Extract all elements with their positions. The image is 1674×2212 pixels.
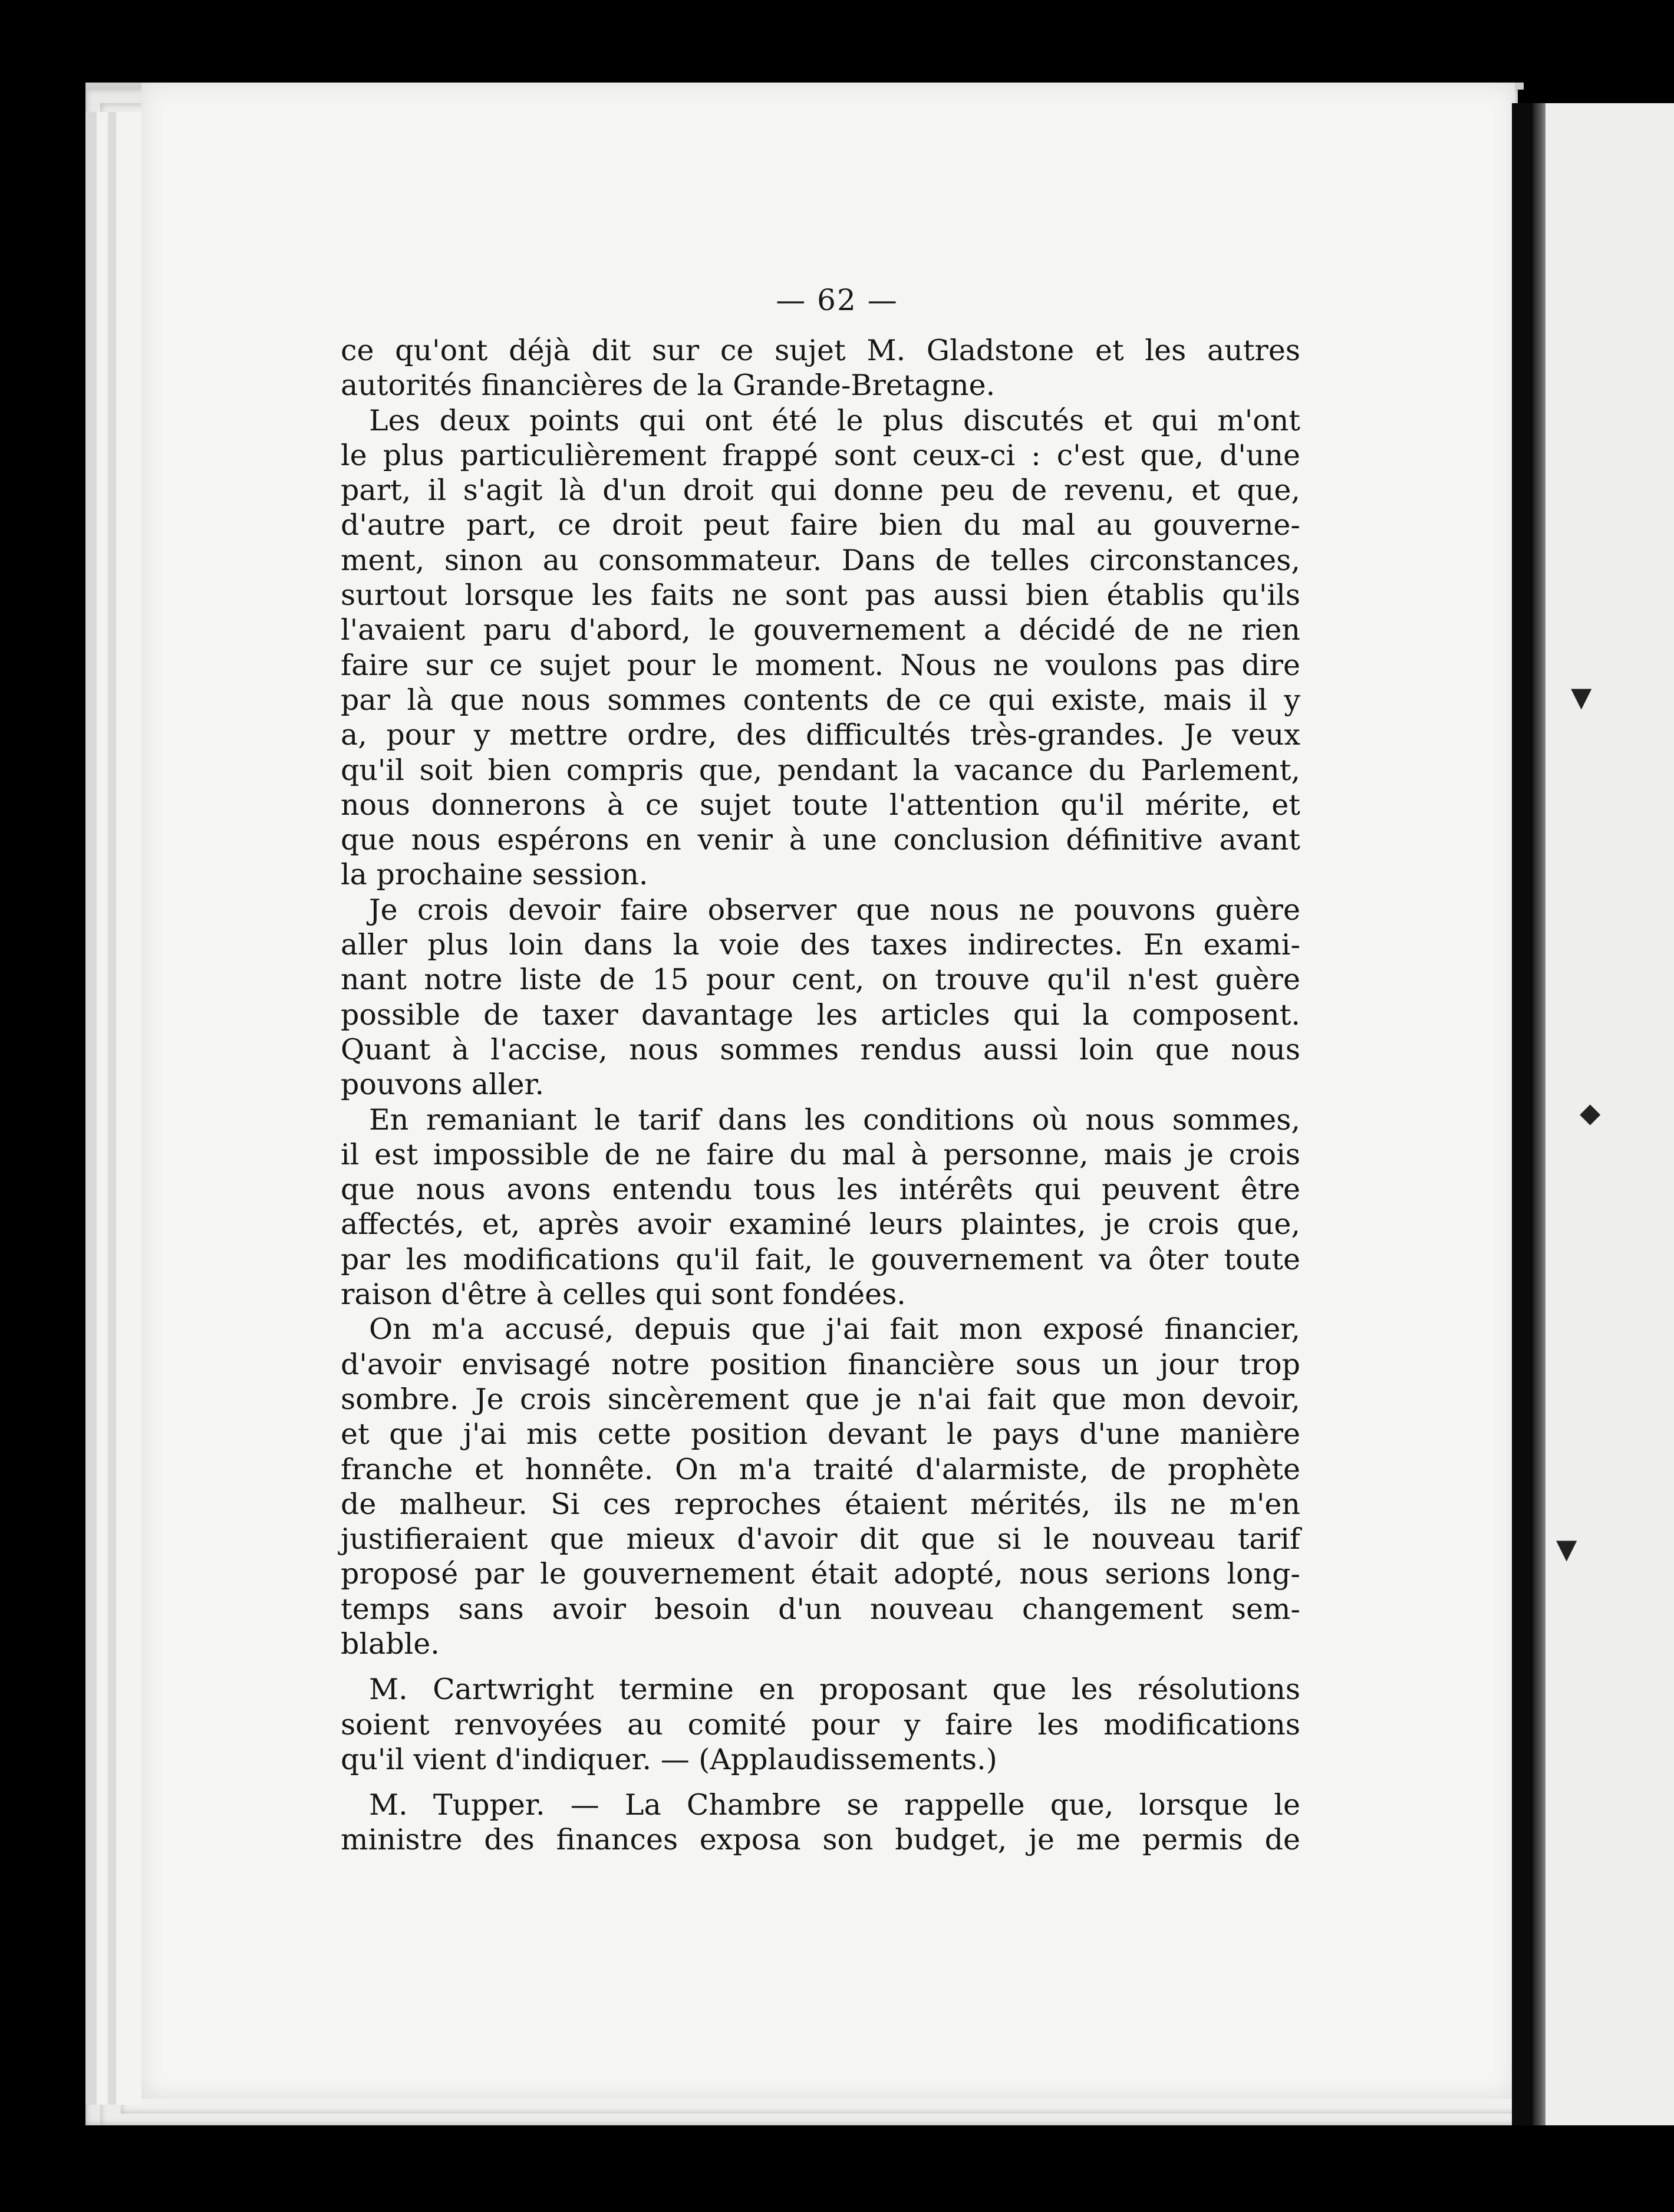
text-line: d'avoir envisagé notre position financière sous un jour trop <box>341 1347 1300 1381</box>
text-line: par les modifications qu'il fait, le gouvernement va ôter toute <box>341 1242 1300 1276</box>
text-line: M. Tupper. — La Chambre se rappelle que, lorsque le <box>369 1788 1300 1822</box>
text-line: franche et honnête. On m'a traité d'alarmiste, de prophète <box>341 1452 1300 1486</box>
text-line: ment, sinon au consommateur. Dans de telles circonstances, <box>341 543 1300 577</box>
ink-blot-mark: ▼ <box>1556 1533 1577 1565</box>
text-line: soient renvoyées au comité pour y faire les modifications <box>341 1707 1300 1742</box>
text-line: l'avaient paru d'abord, le gouvernement a décidé de ne rien <box>341 613 1300 647</box>
text-line: raison d'être à celles qui sont fondées. <box>341 1278 906 1312</box>
text-line: ce qu'ont déjà dit sur ce sujet M. Gladstone et les autres <box>341 334 1300 367</box>
text-line: justifieraient que mieux d'avoir dit que si le nouveau tarif <box>341 1522 1300 1556</box>
text-line: surtout lorsque les faits ne sont pas aussi bien établis qu'ils <box>341 578 1300 613</box>
text-line: Je crois devoir faire observer que nous ne pouvons guère <box>369 893 1300 927</box>
text-line: la prochaine session. <box>341 858 648 892</box>
text-line: faire sur ce sujet pour le moment. Nous ne voulons pas dire <box>341 648 1300 682</box>
text-line: affectés, et, après avoir examiné leurs plaintes, je crois que, <box>341 1207 1300 1242</box>
text-line: M. Cartwright termine en proposant que les résolutions <box>369 1673 1300 1707</box>
text-line: On m'a accusé, depuis que j'ai fait mon exposé financier, <box>369 1312 1300 1347</box>
text-line: qu'il vient d'indiquer. — (Applaudissements.) <box>341 1742 997 1776</box>
text-line: aller plus loin dans la voie des taxes indirectes. En exami- <box>341 928 1300 962</box>
text-line: d'autre part, ce droit peut faire bien du mal au gouverne- <box>341 508 1300 542</box>
text-line: ministre des finances exposa son budget, je me permis de <box>341 1823 1300 1857</box>
text-line: de malheur. Si ces reproches étaient mérités, ils ne m'en <box>341 1487 1300 1521</box>
text-line: que nous avons entendu tous les intérêts qui peuvent être <box>341 1173 1300 1207</box>
text-line: blable. <box>341 1627 440 1661</box>
text-line: possible de taxer davantage les articles qui la composent. <box>341 998 1300 1032</box>
ink-blot-mark: ▼ <box>1571 681 1592 713</box>
body-text <box>341 333 1300 1858</box>
text-line: Quant à l'accise, nous sommes rendus aussi loin que nous <box>341 1032 1300 1066</box>
text-line: nant notre liste de 15 pour cent, on trouve qu'il n'est guère <box>341 963 1300 997</box>
text-line: nous donnerons à ce sujet toute l'attention qu'il mérite, et <box>341 788 1300 822</box>
page-gutter <box>1512 103 1533 2125</box>
facing-page <box>1533 103 1674 2125</box>
text-line: qu'il soit bien compris que, pendant la vacance du Parlement, <box>341 753 1300 787</box>
text-line: et que j'ai mis cette position devant le pays d'une manière <box>341 1417 1300 1451</box>
page-number: — 62 — <box>776 283 898 317</box>
text-line: autorités financières de la Grande-Bretagne. <box>341 368 996 403</box>
ink-blot-mark: ◆ <box>1580 1097 1601 1128</box>
page-stack-left-edge <box>85 112 141 2105</box>
text-line: proposé par le gouvernement était adopté, nous serions long- <box>341 1557 1300 1591</box>
text-line: En remaniant le tarif dans les conditions où nous sommes, <box>369 1102 1300 1137</box>
text-line: il est impossible de ne faire du mal à personne, mais je crois <box>341 1137 1300 1171</box>
text-line: a, pour y mettre ordre, des difficultés très-grandes. Je veux <box>341 718 1300 752</box>
text-line: par là que nous sommes contents de ce qui existe, mais il y <box>341 683 1300 717</box>
text-line: pouvons aller. <box>341 1068 545 1102</box>
text-line: Les deux points qui ont été le plus discutés et qui m'ont <box>369 403 1300 437</box>
text-line: temps sans avoir besoin d'un nouveau changement sem- <box>341 1592 1300 1626</box>
text-line: le plus particulièrement frappé sont ceux-ci : c'est que, d'une <box>341 438 1300 472</box>
facing-page-edge <box>1533 103 1546 2125</box>
text-line: sombre. Je crois sincèrement que je n'ai fait que mon devoir, <box>341 1382 1300 1416</box>
text-line: que nous espérons en venir à une conclusion définitive avant <box>341 823 1300 857</box>
text-line: part, il s'agit là d'un droit qui donne peu de revenu, et que, <box>341 473 1300 508</box>
